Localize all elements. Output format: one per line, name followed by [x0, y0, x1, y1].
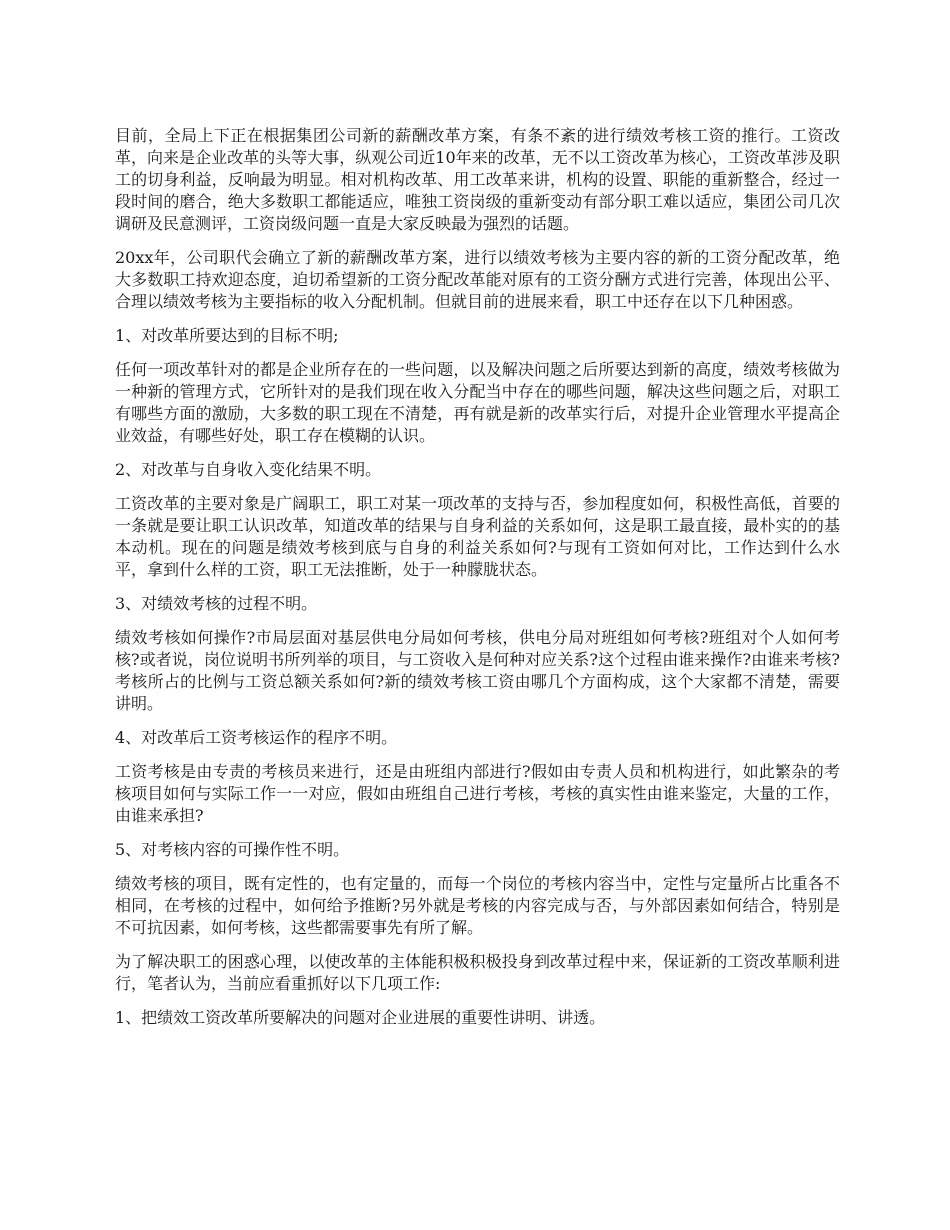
- heading-item-5: 5、对考核内容的可操作性不明。: [115, 840, 350, 859]
- paragraph-background: 20xx年，公司职代会确立了新的薪酬改革方案，进行以绩效考核为主要内容的新的工资分配改革，绝大多数职工持欢迎态度，迫切希望新的工资分配改革能对原有的工资分酬方式进行完善，体现出公平、合理以绩效考核为主要指标的收入分配机制。但就目前的进展来看，职工中还存在以下几种困惑。: [115, 248, 840, 311]
- paragraph-item-2: 工资改革的主要对象是广阔职工，职工对某一项改革的支持与否，参加程度如何，积极性高低，首要的一条就是要让职工认识改革，知道改革的结果与自身利益的关系如何，这是职工最直接，最朴实的的基本动机。现在的问题是绩效考核到底与自身的利益关系如何?与现有工资如何对比，工作达到什么水平，拿到什么样的工资，职工无法推断，处于一种朦胧状态。: [115, 494, 840, 579]
- paragraph-item-1: 任何一项改革针对的都是企业所存在的一些问题，以及解决问题之后所要达到新的高度，绩效考核做为一种新的管理方式，它所针对的是我们现在收入分配当中存在的哪些问题，解决这些问题之后，对职工有哪些方面的激励，大多数的职工现在不清楚，再有就是新的改革实行后，对提升企业管理水平提高企业效益，有哪些好处，职工存在模糊的认识。: [115, 360, 840, 445]
- document-body: [115, 125, 840, 1041]
- paragraph-item-5: 绩效考核的项目，既有定性的，也有定量的，而每一个岗位的考核内容当中，定性与定量所占比重各不相同，在考核的过程中，如何给予推断?另外就是考核的内容完成与否，与外部因素如何结合，特别是不可抗因素，如何考核，这些都需要事先有所了解。: [115, 874, 840, 937]
- heading-item-2: 2、对改革与自身收入变化结果不明。: [115, 460, 382, 479]
- heading-item-3: 3、对绩效考核的过程不明。: [115, 594, 318, 613]
- heading-item-4: 4、对改革后工资考核运作的程序不明。: [115, 728, 398, 747]
- heading-item-1: 1、对改革所要达到的目标不明;: [115, 326, 339, 345]
- heading-solution-1: 1、把绩效工资改革所要解决的问题对企业进展的重要性讲明、讲透。: [115, 1008, 606, 1027]
- paragraph-intro: 目前，全局上下正在根据集团公司新的薪酬改革方案，有条不紊的进行绩效考核工资的推行。工资改革，向来是企业改革的头等大事，纵观公司近10年来的改革，无不以工资改革为核心，工资改革涉及职工的切身利益，反响最为明显。相对机构改革、用工改革来讲，机构的设置、职能的重新整合，经过一段时间的磨合，绝大多数职工都能适应，唯独工资岗级的重新变动有部分职工难以适应，集团公司几次调研及民意测评，工资岗级问题一直是大家反映最为强烈的话题。: [115, 126, 840, 233]
- paragraph-item-3: 绩效考核如何操作?市局层面对基层供电分局如何考核，供电分局对班组如何考核?班组对个人如何考核?或者说，岗位说明书所列举的项目，与工资收入是何种对应关系?这个过程由谁来操作?由谁来考核?考核所占的比例与工资总额关系如何?新的绩效考核工资由哪几个方面构成，这个大家都不清楚，需要讲明。: [115, 628, 840, 713]
- paragraph-solution-intro: 为了解决职工的困惑心理，以使改革的主体能积极积极投身到改革过程中来，保证新的工资改革顺利进行，笔者认为，当前应看重抓好以下几项工作:: [115, 952, 840, 993]
- paragraph-item-4: 工资考核是由专责的考核员来进行，还是由班组内部进行?假如由专责人员和机构进行，如此繁杂的考核项目如何与实际工作一一对应，假如由班组自己进行考核，考核的真实性由谁来鉴定，大量的工作，由谁来承担?: [115, 762, 840, 825]
